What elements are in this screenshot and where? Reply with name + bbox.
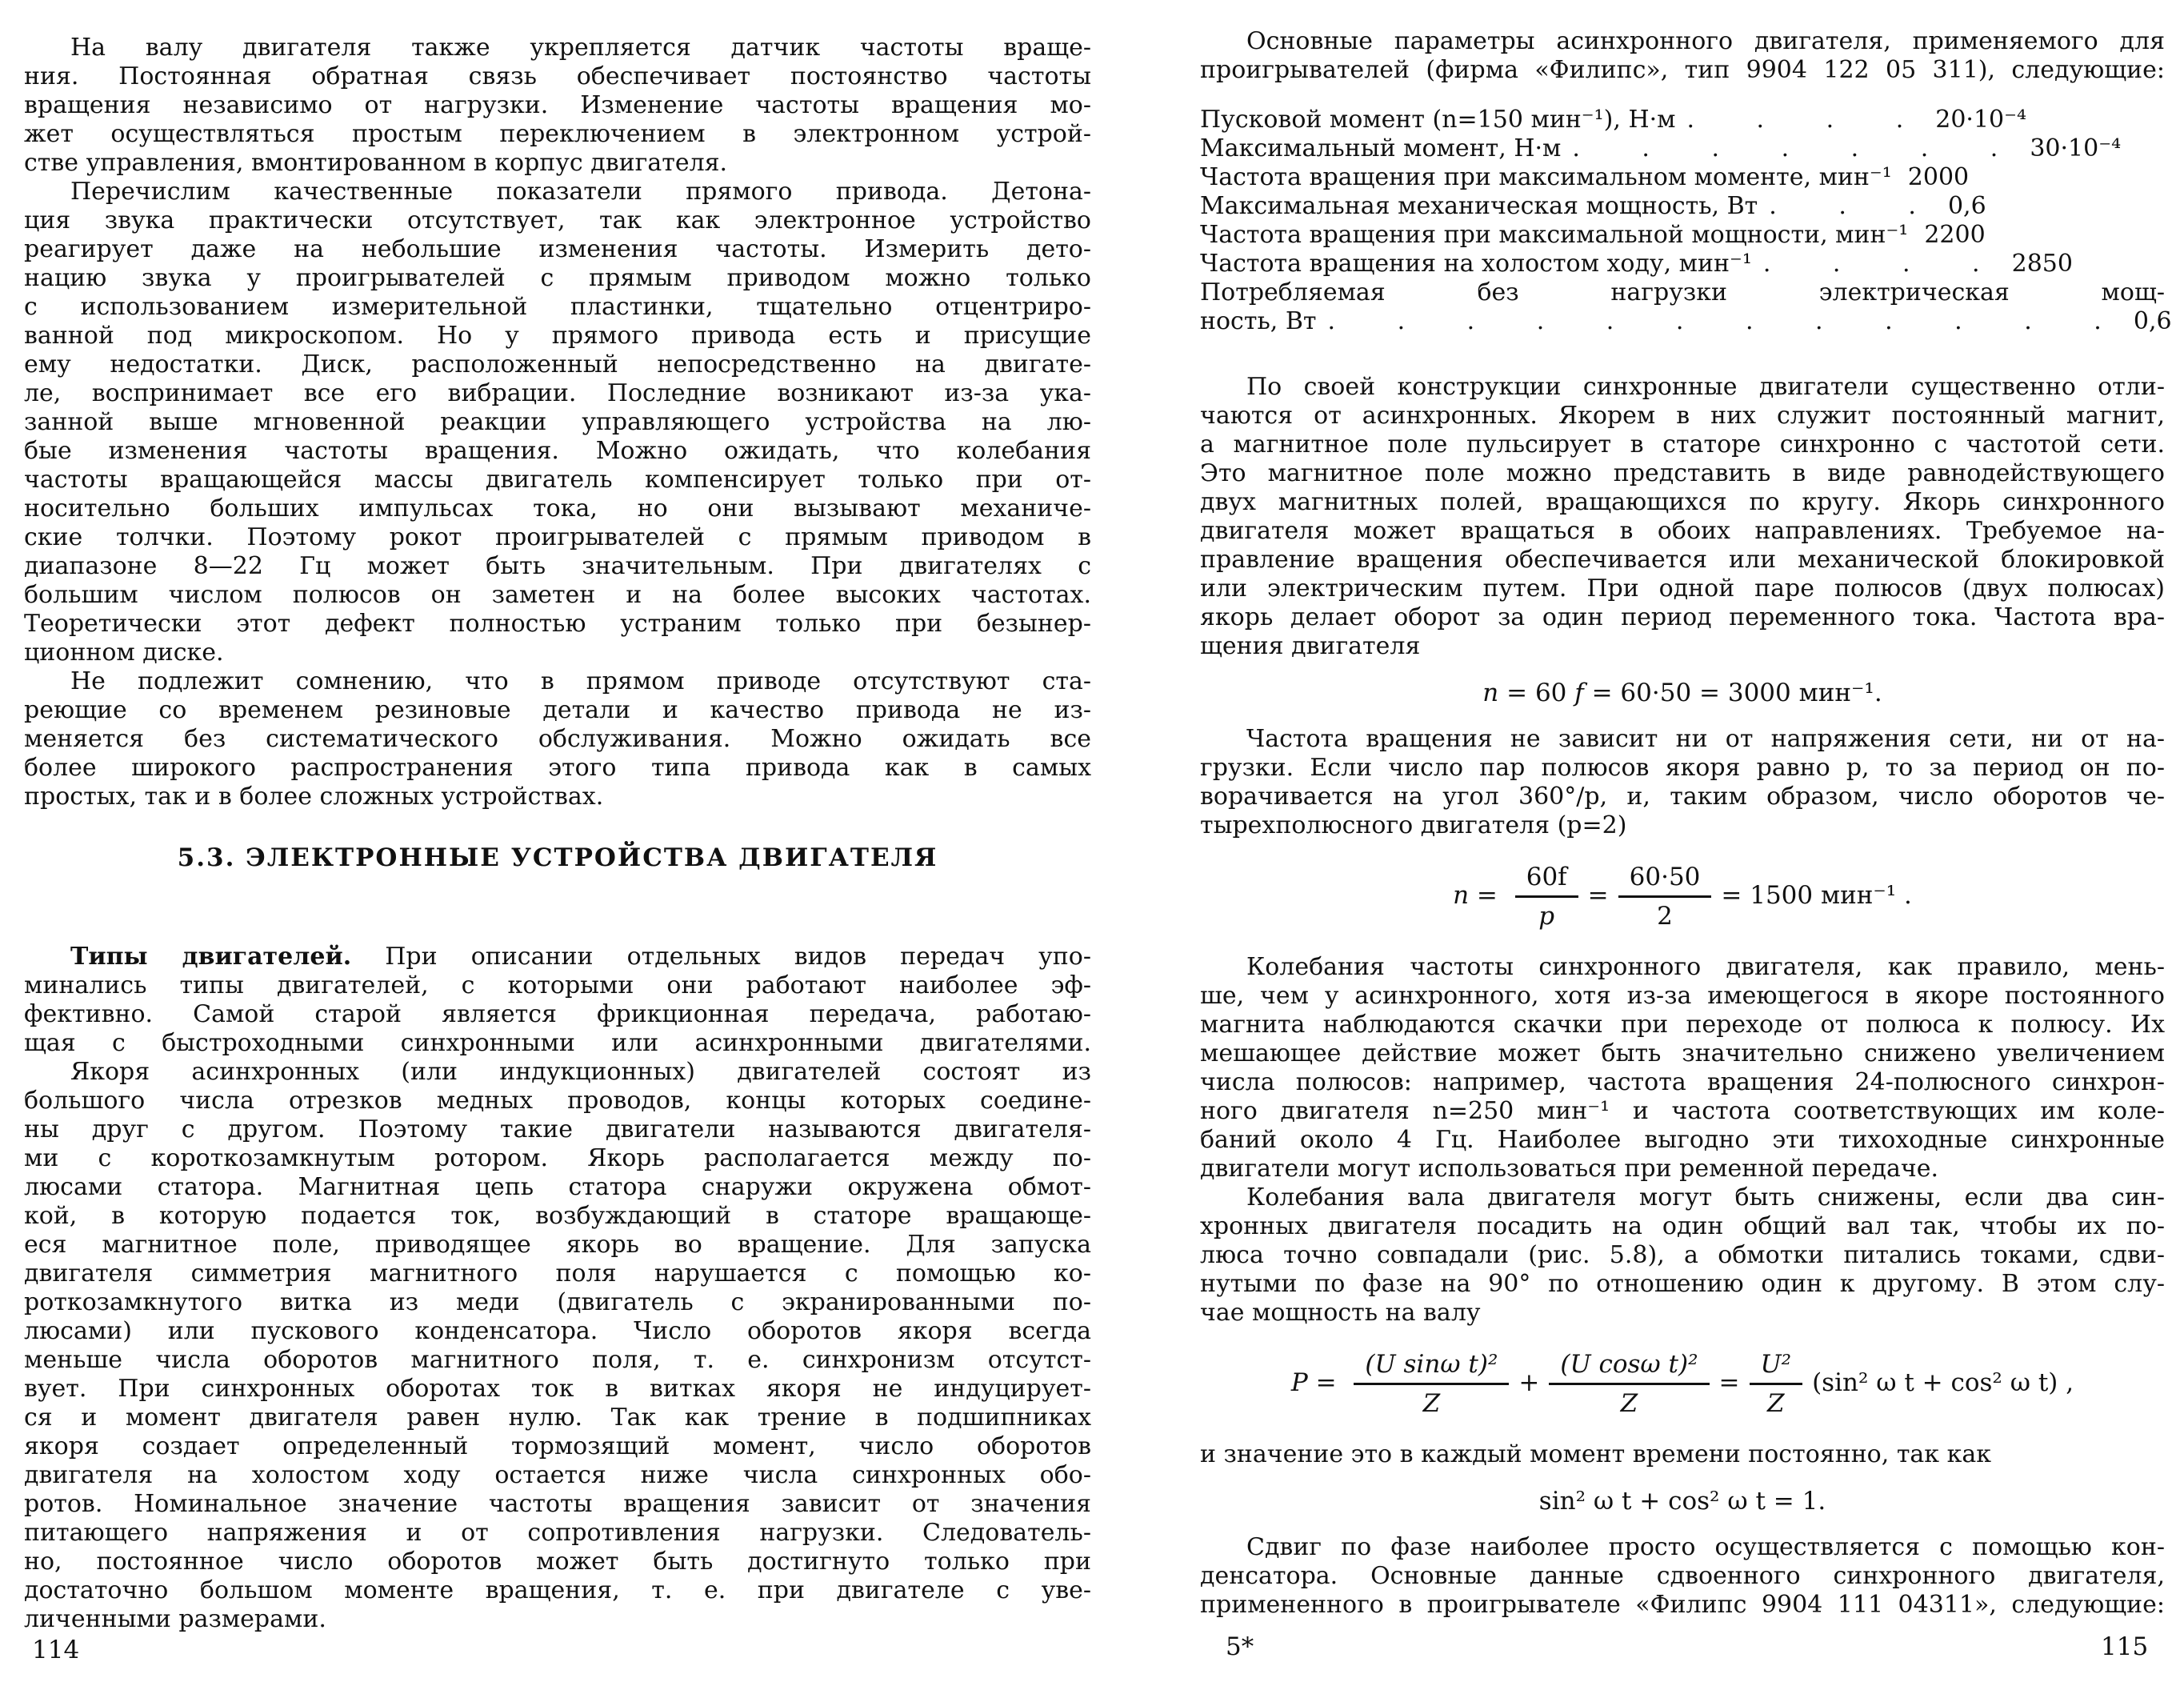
- left-page: [24, 34, 1091, 1634]
- text-line: баний около 4 Гц. Наиболее выгодно эти тихоходные синхронные: [1200, 1126, 2165, 1154]
- spec-row: [1200, 106, 2165, 134]
- paragraph: [1200, 373, 2165, 661]
- text-line: нацию звука у проигрывателей с прямым приводом можно только: [24, 264, 1091, 292]
- numerator: U²: [1750, 1348, 1803, 1385]
- text-line: магнита наблюдаются скачки при переходе от полюса к полюсу. Их: [1200, 1011, 2165, 1039]
- spec-value: 2000: [1907, 163, 1970, 191]
- text-line: Основные параметры асинхронного двигателя, применяемого для: [1246, 27, 2165, 55]
- text-line: Не подлежит сомнению, что в прямом приводе отсутствуют ста-: [70, 667, 1091, 695]
- text-line: ного двигателя n=250 мин⁻¹ и частота соответствующих им коле-: [1200, 1097, 2165, 1125]
- denominator: Z: [1620, 1389, 1638, 1418]
- text-line: частоты вращающейся массы двигатель компенсирует только при от-: [24, 466, 1091, 494]
- denominator: Z: [1767, 1389, 1785, 1418]
- text-line: фективно. Самой старой является фрикционная передача, работаю-: [24, 1000, 1091, 1028]
- fraction: [1354, 1348, 1509, 1420]
- text-line: питающего напряжения и от сопротивления нагрузки. Следователь-: [24, 1519, 1091, 1547]
- fraction: [1515, 861, 1578, 932]
- spec-value: 20·10⁻⁴: [1935, 106, 2026, 134]
- spec-row: [1200, 221, 2165, 250]
- text-line: ворачивается на угол 360°/p, и, таким образом, число оборотов че-: [1200, 783, 2165, 811]
- dot-leader: . . . . . . .: [1572, 134, 2026, 162]
- math-var: f: [1574, 679, 1584, 707]
- text-line: кой, в которую подается ток, возбуждающий в статоре вращающе-: [24, 1202, 1091, 1230]
- math-var: n: [1482, 679, 1499, 707]
- denominator: Z: [1422, 1389, 1441, 1418]
- paragraph: [1200, 725, 2165, 840]
- text-line: Колебания частоты синхронного двигателя, как правило, мень-: [1246, 953, 2165, 981]
- text-line: ми с короткозамкнутым ротором. Якорь располагается между по-: [24, 1144, 1091, 1172]
- text-line: вращения независимо от нагрузки. Изменение частоты вращения мо-: [24, 91, 1091, 119]
- text-line: примененного в проигрывателе «Филипс 9904 111 04311», следующие:: [1200, 1591, 2165, 1619]
- spec-label: Частота вращения на холостом ходу, мин⁻¹: [1200, 250, 1752, 278]
- text-line: нутыми по фазе на 90° по отношению один к другому. В этом слу-: [1200, 1270, 2165, 1298]
- spec-label: Пусковой момент (n=150 мин⁻¹), Н·м: [1200, 106, 1676, 134]
- text-line: якоря создает определенный тормозящий момент, число оборотов: [24, 1432, 1091, 1460]
- numerator: 60f: [1515, 861, 1578, 898]
- text-line: якорь делает оборот за один период переменного тока. Частота вра-: [1200, 603, 2165, 631]
- text-line: ция звука практически отсутствует, так как электронное устройство: [24, 206, 1091, 234]
- text-line: люсами) или пускового конденсатора. Число оборотов якоря всегда: [24, 1317, 1091, 1345]
- text-line: тырехполюсного двигателя (p=2): [1200, 811, 1627, 839]
- spec-value: 30·10⁻⁴: [2030, 134, 2122, 162]
- section-heading: 5.3. ЭЛЕКТРОННЫЕ УСТРОЙСТВА ДВИГАТЕЛЯ: [177, 843, 938, 872]
- text-line: люсами статора. Магнитная цепь статора снаружи окружена обмот-: [24, 1173, 1091, 1201]
- text-line: большим числом полюсов он заметен и на более высоких частотах.: [24, 581, 1091, 609]
- text-line: люса точно совпадали (рис. 5.8), а обмотки питались токами, сдви-: [1200, 1241, 2165, 1269]
- math-text: = 1500 мин⁻¹ .: [1721, 881, 1912, 910]
- text-line: носительно больших импульсах тока, но они вызывают механиче-: [24, 495, 1091, 523]
- denominator: 2: [1657, 902, 1673, 931]
- text-line: Это магнитное поле можно представить в виде равнодействующего: [1200, 459, 2165, 487]
- paragraph: [1200, 1533, 2165, 1620]
- text-line: Колебания вала двигателя могут быть снижены, если два син-: [1246, 1183, 2165, 1211]
- text-line: щения двигателя: [1200, 632, 1421, 660]
- formula-rotation-speed: [1200, 677, 2165, 709]
- text-line: Частота вращения не зависит ни от напряжения сети, ни от на-: [1246, 725, 2165, 753]
- fraction: [1549, 1348, 1709, 1420]
- dot-leader: . . . . . . . . . . . .: [1327, 307, 2129, 335]
- math-text: +: [1518, 1368, 1540, 1397]
- text-line: с использованием измерительной пластинки, тщательно отцентриро-: [24, 293, 1091, 321]
- math-text: (sin² ω t + cos² ω t) ,: [1812, 1368, 2074, 1397]
- spec-label: Частота вращения при максимальной мощности, мин⁻¹: [1200, 221, 1909, 249]
- text-line: еся магнитное поле, приводящее якорь во вращение. Для запуска: [24, 1231, 1091, 1259]
- text-line: мешающее действие может быть значительно снижено увеличением: [1200, 1039, 2165, 1067]
- text-line: двигателя симметрия магнитного поля нарушается с помощью ко-: [24, 1259, 1091, 1288]
- text-line: двигатели могут использоваться при ременной передаче.: [1200, 1155, 1938, 1183]
- paragraph: [24, 34, 1091, 178]
- text-line: правление вращения обеспечивается или механической блокировкой: [1200, 546, 2165, 574]
- text-line: чае мощность на валу: [1200, 1299, 1481, 1327]
- dot-leader: . . .: [1769, 192, 1943, 220]
- text-line: а магнитное поле пульсирует в статоре синхронно с частотой сети.: [1200, 431, 2165, 459]
- page-number-right: 115: [2101, 1632, 2149, 1661]
- math-text: =: [1718, 1368, 1740, 1397]
- text-line: меньше числа оборотов магнитного поля, т. е. синхронизм отсутст-: [24, 1346, 1091, 1374]
- spec-value: 2200: [1924, 221, 1986, 249]
- text-line: или электрическим путем. При одной паре полюсов (двух полюсах): [1200, 575, 2165, 603]
- text-line: ле, воспринимает все его вибрации. Последние возникают из-за ука-: [24, 379, 1091, 407]
- text-line: По своей конструкции синхронные двигатели существенно отли-: [1246, 373, 2165, 401]
- fraction: [1750, 1348, 1803, 1420]
- text-line: чаются от асинхронных. Якорем в них служит постоянный магнит,: [1200, 402, 2165, 430]
- text-line: [24, 943, 1091, 971]
- text-line: реющие со временем резиновые детали и качество привода не из-: [24, 696, 1091, 724]
- text-line: простых, так и в более сложных устройствах.: [24, 783, 604, 811]
- math-text: sin² ω t + cos² ω t = 1.: [1538, 1487, 1826, 1516]
- numerator: (U sinω t)²: [1354, 1348, 1509, 1385]
- math-text: = 60: [1498, 679, 1575, 707]
- text-line: ше, чем у асинхронного, хотя из-за имеющегося в якоре постоянного: [1200, 982, 2165, 1010]
- spec-row: Потребляемая без нагрузки электрическая мощ-: [1200, 278, 2165, 306]
- text-line: роткозамкнутого витка из меди (двигатель с экранированными по-: [24, 1288, 1091, 1316]
- text-line: хронных двигателя посадить на один общий вал так, чтобы их по-: [1200, 1212, 2165, 1240]
- text-line: ему недостатки. Диск, расположенный непосредственно на двигате-: [24, 350, 1091, 378]
- paragraph: [24, 667, 1091, 811]
- math-text: = 60·50 = 3000 мин⁻¹.: [1583, 679, 1882, 707]
- spec-row: [1200, 250, 2165, 278]
- spec-value: 2850: [2011, 250, 2073, 278]
- text-line: более широкого распространения этого типа привода как в самых: [24, 754, 1091, 782]
- denominator: p: [1538, 902, 1555, 931]
- spec-table: [1200, 106, 2172, 336]
- math-text: =: [1587, 881, 1609, 910]
- text-line: ны друг с другом. Поэтому такие двигатели называются двигателя-: [24, 1115, 1091, 1143]
- text-line: стве управления, вмонтированном в корпус двигателя.: [24, 149, 728, 177]
- paragraph-continuation: [24, 971, 1091, 1058]
- text-line: Теоретически этот дефект полностью устраним только при безынер-: [24, 610, 1091, 638]
- fraction: [1618, 861, 1712, 932]
- paragraph: [24, 943, 1091, 1058]
- spec-value: 0,6: [2133, 307, 2172, 335]
- text-line: реагирует даже на небольшие изменения частоты. Измерить дето-: [24, 235, 1091, 263]
- text: При описании отдельных видов передач упо-: [351, 943, 1092, 971]
- text-line: ния. Постоянная обратная связь обеспечивает постоянство частоты: [24, 62, 1091, 90]
- text-line: диапазоне 8—22 Гц может быть значительным. При двигателях с: [24, 552, 1091, 580]
- spec-row: [1200, 307, 2172, 336]
- text-line: личенными размерами.: [24, 1605, 326, 1633]
- text-line: ские толчки. Поэтому рокот проигрывателей с прямым приводом в: [24, 523, 1091, 551]
- text-line: двух магнитных полей, вращающихся по кругу. Якорь синхронного: [1200, 488, 2165, 516]
- spec-label: Частота вращения при максимальном моменте, мин⁻¹: [1200, 163, 1892, 191]
- text-line: двигателя может вращаться в обоих направлениях. Требуемое на-: [1200, 517, 2165, 545]
- text-line: грузки. Если число пар полюсов якоря равно p, то за период он по-: [1200, 754, 2165, 782]
- spec-label: ность, Вт: [1200, 307, 1317, 335]
- spec-value: 0,6: [1947, 192, 1986, 220]
- text-line: достаточно большом моменте вращения, т. е. при двигателе с уве-: [24, 1576, 1091, 1604]
- text-line: ционном диске.: [24, 639, 224, 667]
- printer-signature: 5*: [1226, 1632, 1254, 1661]
- spec-label: Максимальный момент, Н·м: [1200, 134, 1562, 162]
- text-line: На валу двигателя также укрепляется датчик частоты враще-: [70, 34, 1091, 62]
- text-line: и значение это в каждый момент времени постоянно, так как: [1200, 1440, 1991, 1468]
- run-in-heading: Типы двигателей.: [70, 943, 352, 971]
- paragraph: [24, 1058, 1091, 1634]
- page-number-left: 114: [32, 1636, 80, 1664]
- text-line: минались типы двигателей, с которыми они работают наиболее эф-: [24, 971, 1091, 999]
- numerator: (U cosω t)²: [1549, 1348, 1709, 1385]
- text-line: ротов. Номинальное значение частоты вращения зависит от значения: [24, 1490, 1091, 1518]
- text-line: меняется без систематического обслуживания. Можно ожидать все: [24, 725, 1091, 753]
- formula-trig-identity: [1200, 1485, 2165, 1517]
- paragraph: [1200, 1183, 2165, 1328]
- paragraph: [1200, 27, 2165, 85]
- text-line: числа полюсов: например, частота вращения 24-полюсного синхрон-: [1200, 1068, 2165, 1096]
- dot-leader: . . . .: [1762, 250, 2007, 278]
- spec-row: [1200, 192, 2165, 221]
- dot-leader: . . . .: [1686, 106, 1931, 134]
- text-line: бые изменения частоты вращения. Можно ожидать, что колебания: [24, 437, 1091, 465]
- text-line: Якоря асинхронных (или индукционных) двигателей состоят из: [70, 1058, 1091, 1086]
- text-line: Сдвиг по фазе наиболее просто осуществляется с помощью кон-: [1246, 1533, 2165, 1561]
- spec-label: Максимальная механическая мощность, Вт: [1200, 192, 1758, 220]
- text-line: денсатора. Основные данные сдвоенного синхронного двигателя,: [1200, 1562, 2165, 1590]
- text-line: двигателя на холостом ходу остается ниже числа синхронных обо-: [24, 1461, 1091, 1489]
- formula-rotation-speed-4pole: [1200, 861, 2165, 932]
- paragraph: [1200, 953, 2165, 1183]
- text-line: но, постоянное число оборотов может быть достигнуто только при: [24, 1548, 1091, 1576]
- text-line: вует. При синхронных оборотах ток в витках якоря не индуцирует-: [24, 1375, 1091, 1403]
- text-line: ся и момент двигателя равен нулю. Так как трение в подшипниках: [24, 1404, 1091, 1432]
- text-line: большого числа отрезков медных проводов, концы которых соедине-: [24, 1087, 1091, 1115]
- math-var: P =: [1290, 1368, 1345, 1397]
- numerator: 60·50: [1618, 861, 1712, 898]
- spec-row: [1200, 163, 2165, 192]
- text-line: ванной под микроскопом. Но у прямого привода есть и присущие: [24, 322, 1091, 350]
- right-page: [1200, 27, 2172, 1620]
- math-var: n: [1453, 881, 1470, 910]
- math-text: =: [1469, 881, 1506, 910]
- text-line: Перечислим качественные показатели прямого привода. Детона-: [70, 178, 1091, 206]
- text-line: жет осуществляться простым переключением в электронном устрой-: [24, 120, 1091, 148]
- text-line: занной выше мгновенной реакции управляющего устройства на лю-: [24, 408, 1091, 436]
- formula-shaft-power: [1200, 1348, 2165, 1420]
- paragraph: [24, 178, 1091, 667]
- text-line: щая с быстроходными синхронными или асинхронными двигателями.: [24, 1029, 1091, 1057]
- spec-row: [1200, 134, 2165, 163]
- text-line: проигрывателей (фирма «Филипс», тип 9904 122 05 311), следующие:: [1200, 56, 2165, 84]
